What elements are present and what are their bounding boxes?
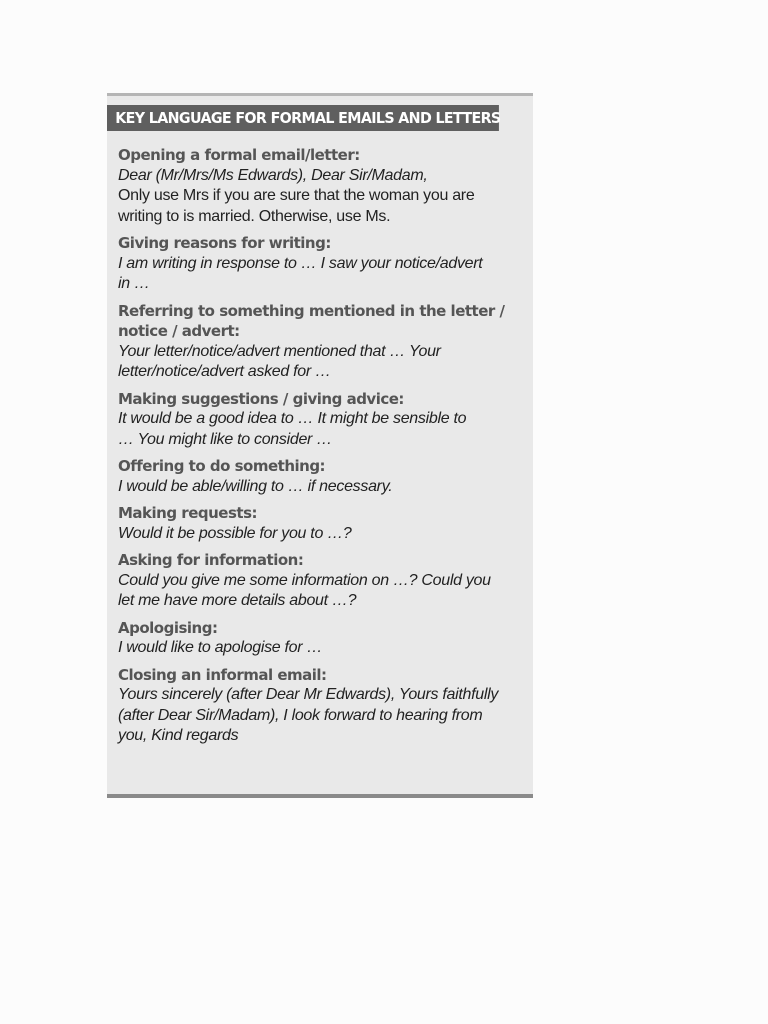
section-information	[118, 550, 528, 612]
example-line: letter/notice/advert asked for …	[118, 363, 331, 380]
section-heading: Closing an informal email:	[118, 665, 327, 684]
section-heading: Offering to do something:	[118, 457, 326, 475]
section-heading: Asking for information:	[118, 551, 304, 569]
example-line: Yours sincerely (after Dear Mr Edwards), Yours faithfully	[118, 686, 499, 703]
example-line: It would be a good idea to … It might be sensible to	[118, 410, 467, 427]
section-heading: Referring to something mentioned in the letter /	[118, 301, 505, 320]
bottom-rule	[107, 794, 533, 798]
section-heading: Making suggestions / giving advice:	[118, 389, 404, 408]
section-suggestions	[118, 389, 528, 451]
section-referring	[118, 301, 528, 383]
section-heading-continued: notice / advert:	[118, 322, 240, 340]
example-line: Would it be possible for you to …?	[118, 524, 352, 542]
example-line: I would be able/willing to … if necessary.	[118, 477, 393, 495]
example-line: let me have more details about …?	[118, 592, 357, 609]
example-line: you, Kind regards	[118, 727, 239, 744]
section-opening	[118, 145, 528, 227]
top-rule	[107, 93, 533, 96]
example-line: Your letter/notice/advert mentioned that … Your	[118, 342, 441, 360]
section-heading: Making requests:	[118, 504, 257, 522]
example-line: (after Dear Sir/Madam), I look forward to hearing from	[118, 706, 483, 724]
box-header: KEY LANGUAGE FOR FORMAL EMAILS AND LETTERS	[107, 105, 499, 131]
example-line: in …	[118, 275, 150, 292]
section-closing	[118, 665, 528, 747]
example-line: … You might like to consider …	[118, 430, 332, 448]
box-content	[118, 145, 528, 753]
example-line: Could you give me some information on …? Could you	[118, 571, 491, 589]
example-line: Dear (Mr/Mrs/Ms Edwards), Dear Sir/Madam,	[118, 166, 428, 184]
note-line: writing to is married. Otherwise, use Ms.	[118, 207, 391, 225]
section-heading: Giving reasons for writing:	[118, 234, 331, 252]
section-apologising	[118, 618, 528, 659]
section-offering	[118, 456, 528, 497]
section-heading: Apologising:	[118, 618, 218, 637]
example-line: I would like to apologise for …	[118, 639, 323, 656]
example-line: I am writing in response to … I saw your notice/advert	[118, 254, 483, 272]
section-requests	[118, 503, 528, 544]
key-language-box	[107, 93, 533, 798]
note-line: Only use Mrs if you are sure that the woman you are	[118, 187, 475, 204]
section-heading: Opening a formal email/letter:	[118, 146, 360, 164]
section-reasons	[118, 233, 528, 295]
